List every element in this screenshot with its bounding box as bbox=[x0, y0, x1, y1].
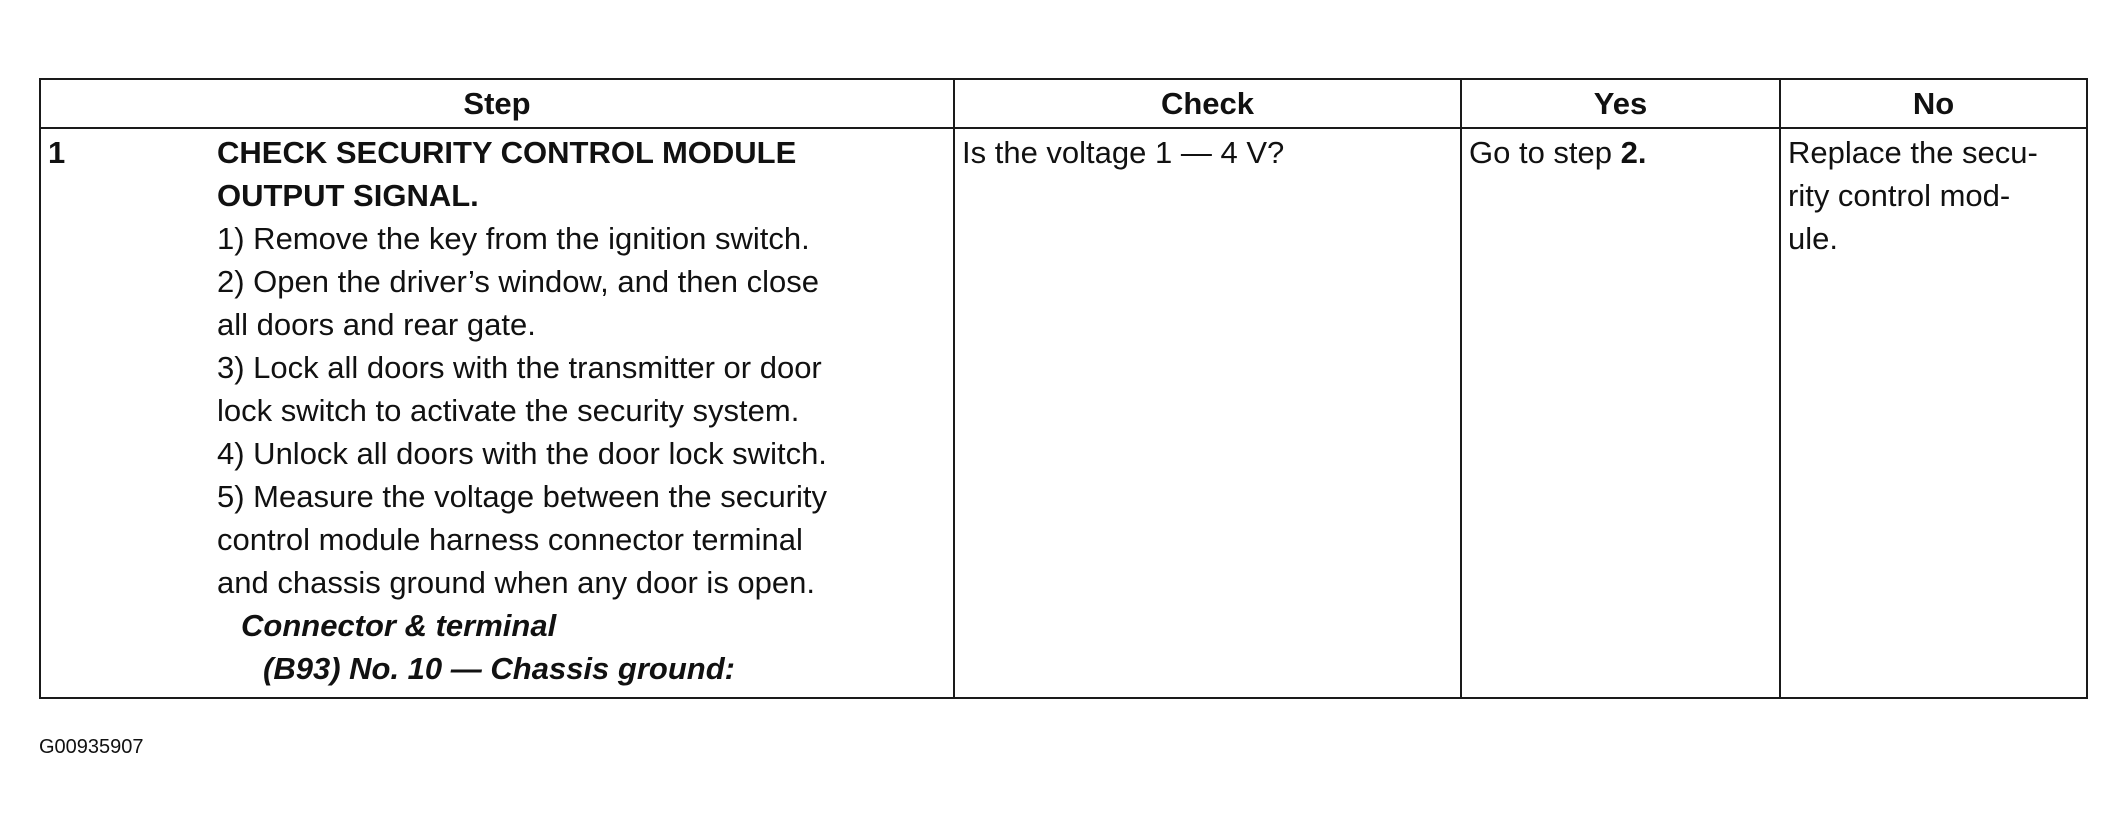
instruction-line: 3) Lock all doors with the transmitter or door bbox=[217, 350, 822, 385]
check-cell bbox=[954, 128, 1461, 698]
instruction-line: 5) Measure the voltage between the security bbox=[217, 479, 828, 514]
no-text-line: ule. bbox=[1788, 221, 1838, 256]
step-content bbox=[48, 131, 947, 690]
no-text-line: Replace the secu- bbox=[1788, 135, 2038, 170]
instruction-line: 2) Open the driver’s window, and then close bbox=[217, 264, 819, 299]
instruction-line: 4) Unlock all doors with the door lock switch. bbox=[217, 436, 827, 471]
header-yes: Yes bbox=[1461, 79, 1780, 128]
header-check: Check bbox=[954, 79, 1461, 128]
instruction-line: all doors and rear gate. bbox=[217, 307, 536, 342]
yes-cell bbox=[1461, 128, 1780, 698]
header-no: No bbox=[1780, 79, 2087, 128]
no-text-line: rity control mod- bbox=[1788, 178, 2011, 213]
yes-text: Go to step bbox=[1469, 135, 1621, 170]
check-question: Is the voltage 1 — 4 V? bbox=[962, 135, 1285, 170]
connector-heading: Connector & terminal bbox=[241, 608, 557, 643]
connector-terminal: (B93) No. 10 — Chassis ground: bbox=[263, 651, 735, 686]
figure-code: G00935907 bbox=[39, 736, 144, 758]
no-cell bbox=[1780, 128, 2087, 698]
step-cell bbox=[40, 128, 954, 698]
table-row bbox=[40, 128, 2087, 698]
step-title-line-1: CHECK SECURITY CONTROL MODULE bbox=[217, 135, 797, 170]
step-number: 1 bbox=[48, 135, 66, 170]
yes-step-ref: 2. bbox=[1620, 135, 1647, 170]
instruction-line: 1) Remove the key from the ignition switch. bbox=[217, 221, 810, 256]
instruction-line: control module harness connector terminal bbox=[217, 522, 803, 557]
instruction-line: lock switch to activate the security system. bbox=[217, 393, 800, 428]
table-header-row bbox=[40, 79, 2087, 128]
instruction-line: and chassis ground when any door is open. bbox=[217, 565, 816, 600]
step-title-line-2: OUTPUT SIGNAL. bbox=[217, 178, 479, 213]
step-body bbox=[217, 131, 947, 690]
header-step: Step bbox=[40, 79, 954, 128]
diagnostic-table bbox=[39, 78, 2088, 699]
